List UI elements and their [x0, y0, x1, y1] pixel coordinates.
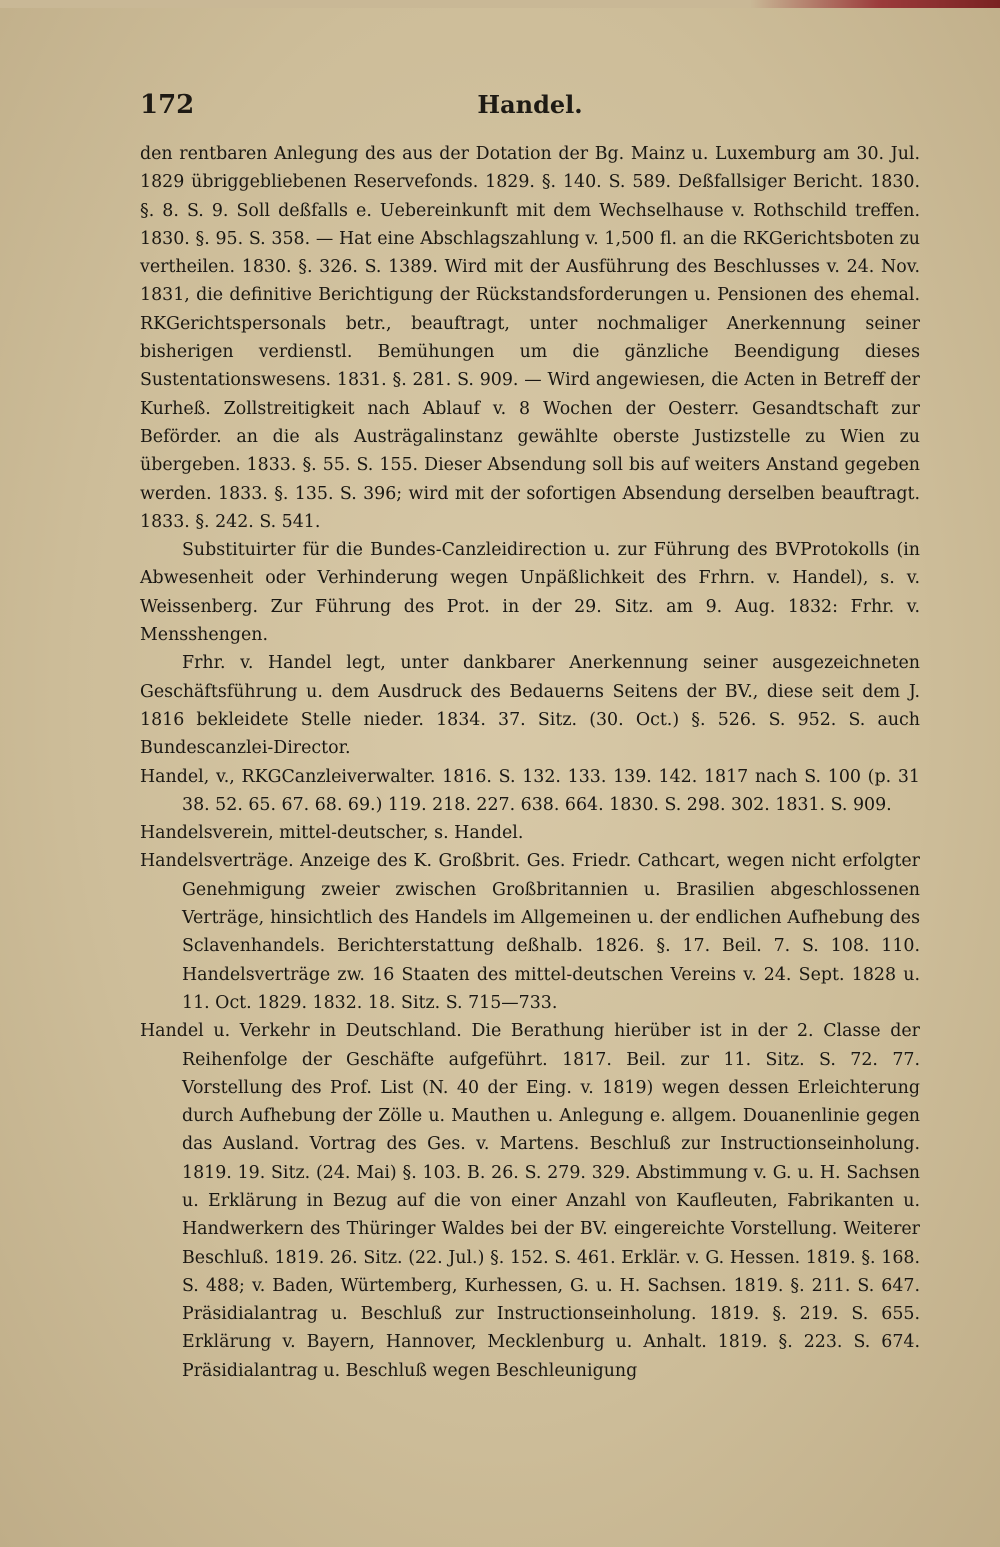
paragraph-substitute: Substituirter für die Bundes-Canzleidirection u. zur Führung des BVProtokolls (in Abwesenheit oder Verhinderung wegen Unpäßlichkeit des Frhrn. v. Handel), s. v. Weissenberg. Zur Führung des Prot. in der 29. Sitz. am 9. Aug. 1832: Frhr. v. Mensshengen. [140, 540, 920, 646]
running-head: Handel. [477, 90, 583, 119]
page-header [140, 90, 920, 130]
page-number: 172 [140, 90, 195, 120]
paragraph-resignation: Frhr. v. Handel legt, unter dankbarer Anerkennung seiner ausgezeichneten Geschäftsführung u. dem Ausdruck des Bedauerns Seitens der BV., diese seit dem J. 1816 bekleidete Stelle nieder. 1834. 37. Sitz. (30. Oct.) §. 526. S. 952. S. auch Bundescanzlei-Director. [140, 653, 920, 759]
entry-handel-v: Handel, v., RKGCanzleiverwalter. 1816. S. 132. 133. 139. 142. 1817 nach S. 100 (p. 31 38. 52. 65. 67. 68. 69.) 119. 218. 227. 638. 664. 1830. S. 298. 302. 1831. S. 909. [140, 766, 920, 815]
page-edge [0, 0, 1000, 8]
page-body [140, 140, 920, 1385]
entry-handel-verkehr: Handel u. Verkehr in Deutschland. Die Berathung hierüber ist in der 2. Classe der Reihenfolge der Geschäfte aufgeführt. 1817. Beil. zur 11. Sitz. S. 72. 77. Vorstellung des Prof. List (N. 40 der Eing. v. 1819) wegen dessen Erleichterung durch Aufhebung der Zölle u. Mauthen u. Anlegung e. allgem. Douanenlinie gegen das Ausland. Vortrag des Ges. v. Martens. Beschluß zur Instructionseinholung. 1819. 19. Sitz. (24. Mai) §. 103. B. 26. S. 279. 329. Abstimmung v. G. u. H. Sachsen u. Erklärung in Bezug auf die von einer Anzahl von Kaufleuten, Fabrikanten u. Handwerkern des Thüringer Waldes bei der BV. eingereichte Vorstellung. Weiterer Beschluß. 1819. 26. Sitz. (22. Jul.) §. 152. S. 461. Erklär. v. G. Hessen. 1819. §. 168. S. 488; v. Baden, Würtemberg, Kurhessen, G. u. H. Sachsen. 1819. §. 211. S. 647. Präsidialantrag u. Beschluß zur Instructionseinholung. 1819. §. 219. S. 655. Erklärung v. Bayern, Hannover, Mecklenburg u. Anhalt. 1819. §. 223. S. 674. Präsidialantrag u. Beschluß wegen Beschleunigung [140, 1021, 920, 1381]
entry-handelsvertraege: Handelsverträge. Anzeige des K. Großbrit. Ges. Friedr. Cathcart, wegen nicht erfolgter Genehmigung zweier zwischen Großbritannien u. Brasilien abgeschlossenen Verträge, hinsichtlich des Handels im Allgemeinen u. der endlichen Aufhebung des Sclavenhandels. Berichterstattung deßhalb. 1826. §. 17. Beil. 7. S. 108. 110. Handelsverträge zw. 16 Staaten des mittel-deutschen Vereins v. 24. Sept. 1828 u. 11. Oct. 1829. 1832. 18. Sitz. S. 715—733. [140, 851, 920, 1013]
entry-handelsverein: Handelsverein, mittel-deutscher, s. Handel. [140, 823, 524, 844]
paragraph-continuation: den rentbaren Anlegung des aus der Dotation der Bg. Mainz u. Luxemburg am 30. Jul. 1829 übriggebliebenen Reservefonds. 1829. §. 140. S. 589. Deßfallsiger Bericht. 1830. §. 8. S. 9. Soll deßfalls e. Uebereinkunft mit dem Wechselhause v. Rothschild treffen. 1830. §. 95. S. 358. — Hat eine Abschlagszahlung v. 1,500 fl. an die RKGerichtsboten zu vertheilen. 1830. §. 326. S. 1389. Wird mit der Ausführung des Beschlusses v. 24. Nov. 1831, die definitive Berichtigung der Rückstandsforderungen u. Pensionen des ehemal. RKGerichtspersonals betr., beauftragt, unter nochmaliger Anerkennung seiner bisherigen verdienstl. Bemühungen um die gänzliche Beendigung dieses Sustentationswesens. 1831. §. 281. S. 909. — Wird angewiesen, die Acten in Betreff der Kurheß. Zollstreitigkeit nach Ablauf v. 8 Wochen der Oesterr. Gesandtschaft zur Beförder. an die als Austrägalinstanz gewählte oberste Justizstelle zu Wien zu übergeben. 1833. §. 55. S. 155. Dieser Absendung soll bis auf weiters Anstand gegeben werden. 1833. §. 135. S. 396; wird mit der sofortigen Absendung derselben beauftragt. 1833. §. 242. S. 541. [140, 144, 920, 532]
